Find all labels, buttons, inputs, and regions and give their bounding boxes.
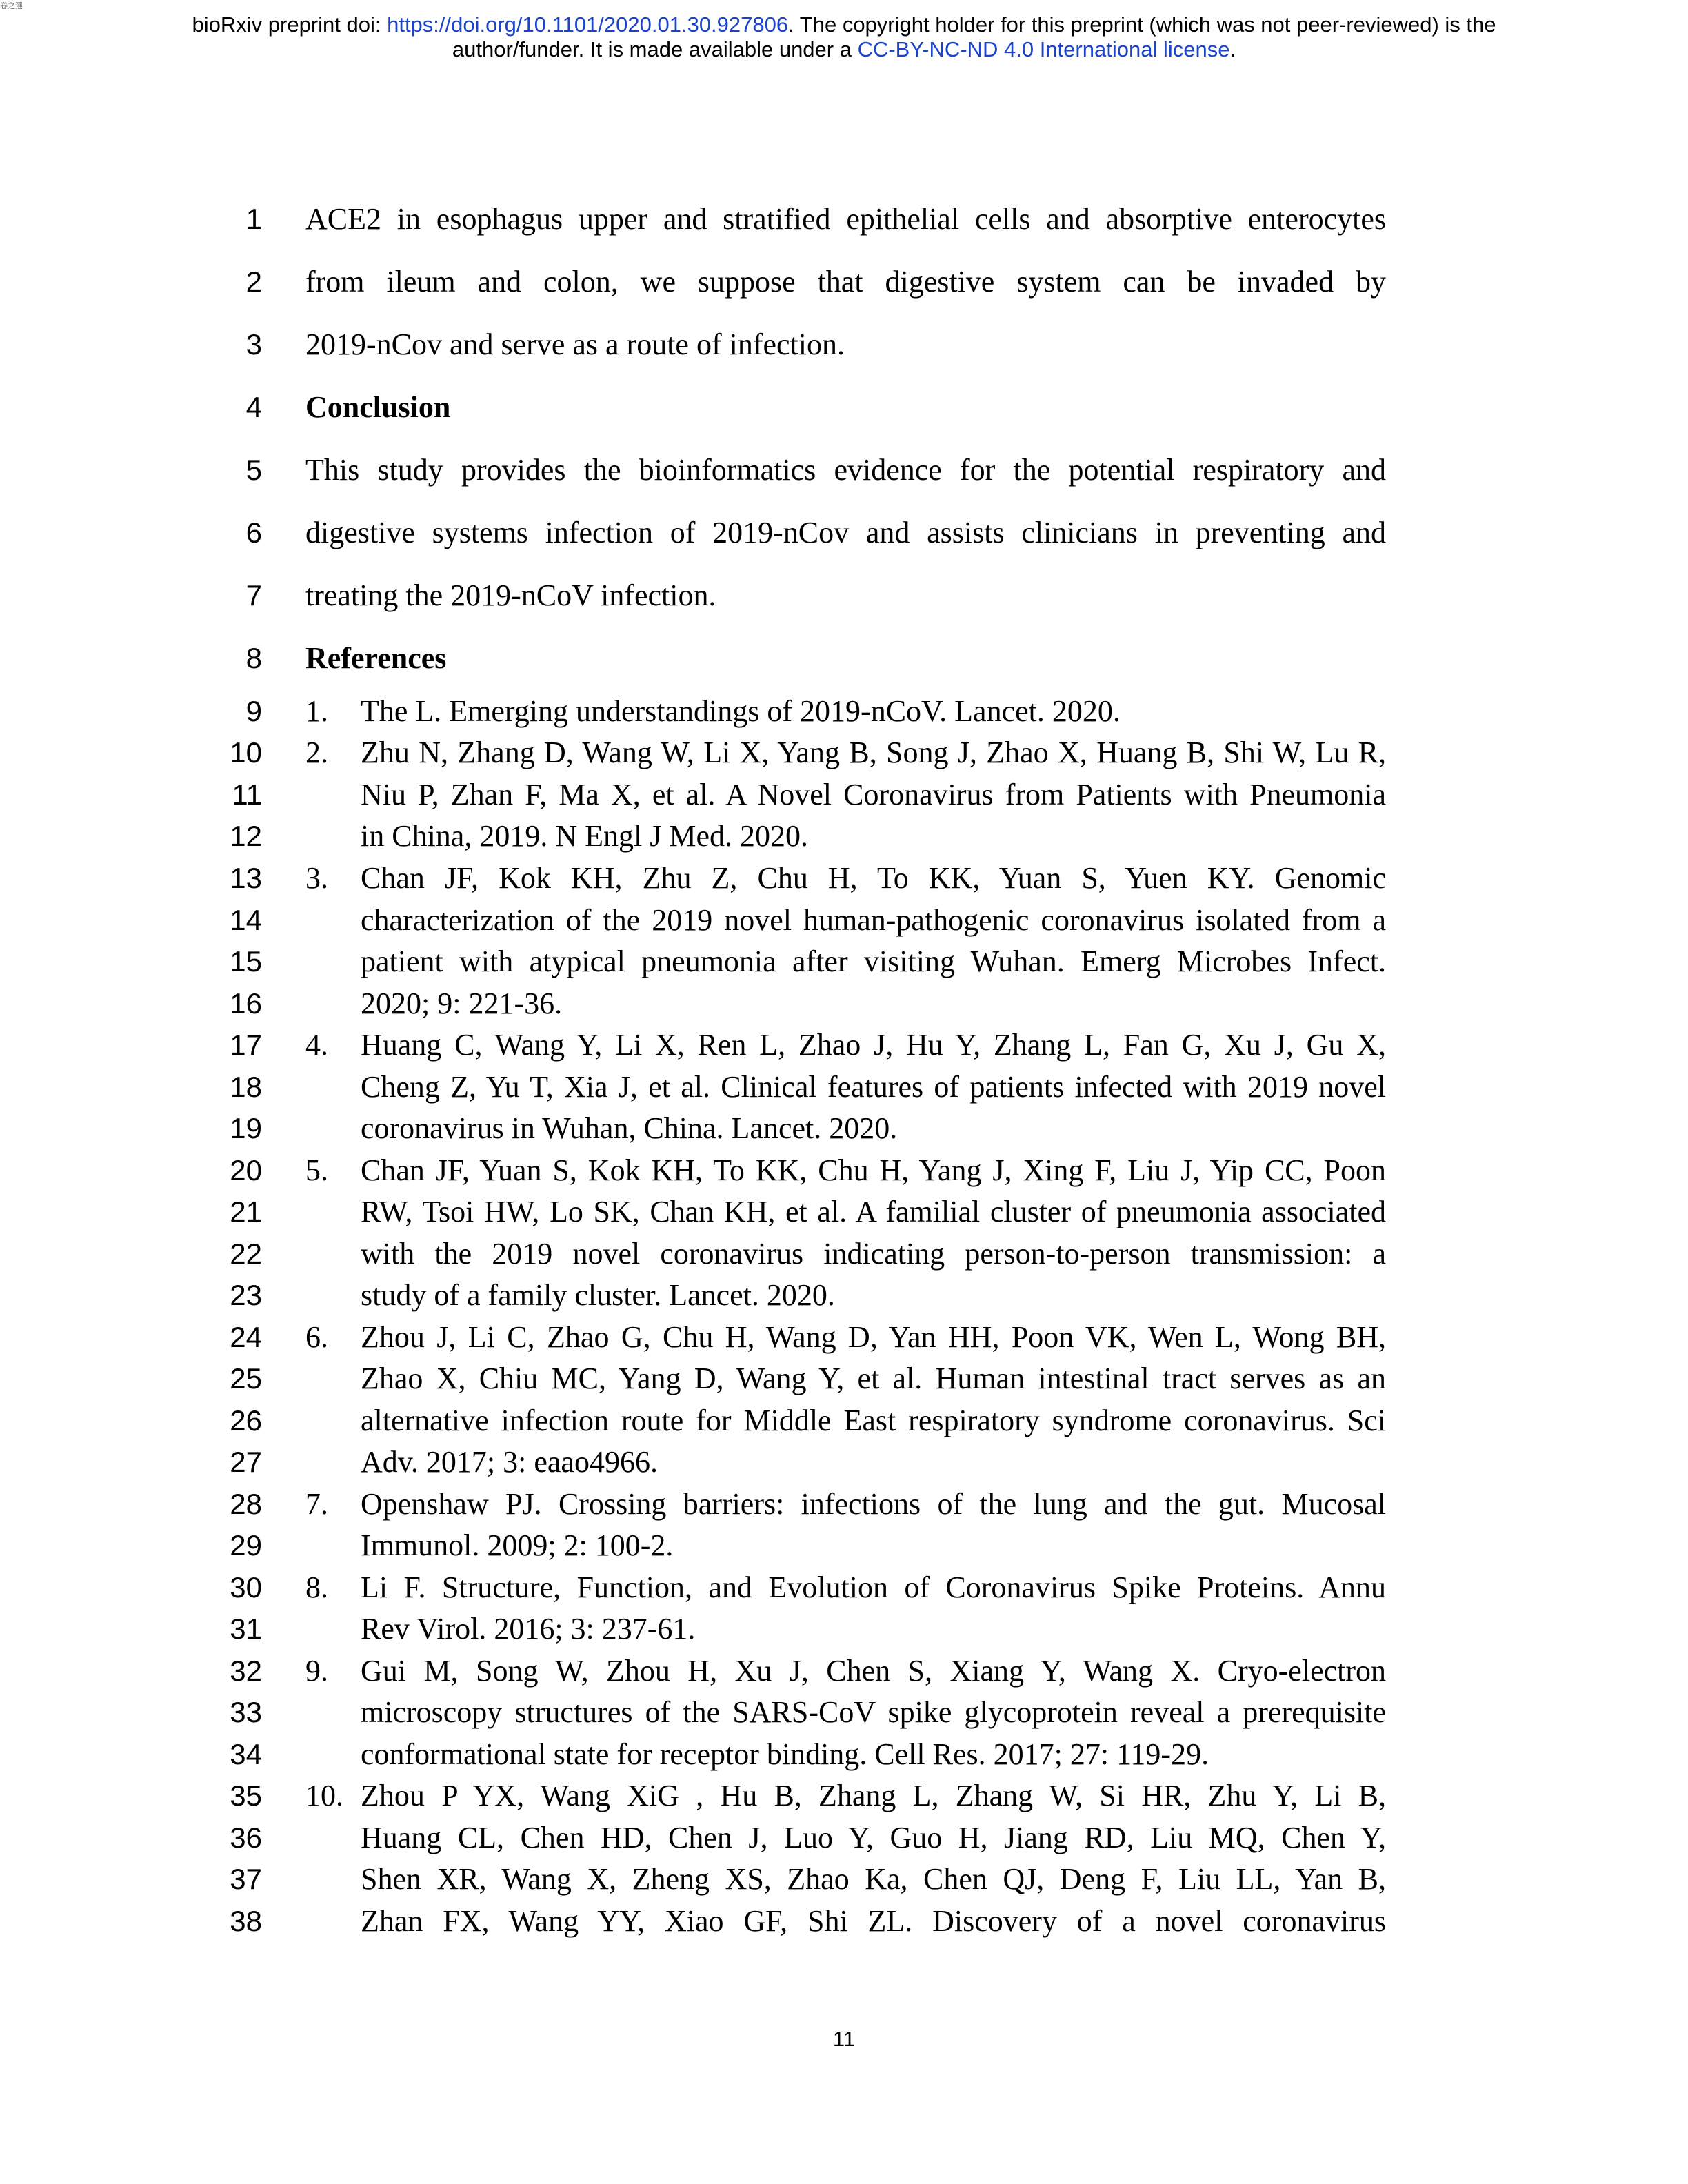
text-line — [0, 449, 1688, 491]
reference-text: Zhou P YX, Wang XiG , Hu B, Zhang L, Zhang W, Si HR, Zhu Y, Li B, — [361, 1779, 1386, 1812]
reference-text: coronavirus in Wuhan, China. Lancet. 2020. — [361, 1111, 898, 1145]
line-number: 18 — [230, 1071, 262, 1103]
reference-text: Li F. Structure, Function, and Evolution of Coronavirus Spike Proteins. Annu — [361, 1570, 1386, 1604]
reference-text: Immunol. 2009; 2: 100-2. — [361, 1528, 674, 1562]
license-suffix: . — [1229, 37, 1236, 61]
paragraph-text: treating the 2019-nCoV infection. — [305, 578, 716, 612]
reference-number: 8. — [305, 1570, 328, 1604]
license-link[interactable]: CC-BY-NC-ND 4.0 International license — [857, 37, 1230, 61]
line-number: 5 — [245, 454, 262, 486]
reference-text: Zhao X, Chiu MC, Yang D, Wang Y, et al. Human intestinal tract serves as an — [361, 1362, 1386, 1395]
reference-number: 5. — [305, 1153, 328, 1187]
line-number: 4 — [245, 391, 262, 423]
line-number: 2 — [245, 265, 262, 298]
header-line-1 — [0, 12, 1688, 37]
line-number: 26 — [230, 1404, 262, 1437]
line-number: 34 — [230, 1738, 262, 1770]
line-number: 32 — [230, 1655, 262, 1687]
line-number: 36 — [230, 1821, 262, 1854]
line-number: 8 — [245, 642, 262, 674]
reference-line — [0, 1650, 1688, 1692]
reference-text: Niu P, Zhan F, Ma X, et al. A Novel Coronavirus from Patients with Pneumonia — [361, 778, 1386, 811]
reference-line — [0, 1608, 1688, 1650]
text-line — [0, 324, 1688, 365]
page-number: 11 — [832, 2027, 856, 2051]
reference-line — [0, 1442, 1688, 1483]
line-number: 7 — [245, 579, 262, 611]
line-number: 22 — [230, 1237, 262, 1270]
line-number: 1 — [245, 203, 262, 235]
text-line — [0, 512, 1688, 554]
reference-line — [0, 1567, 1688, 1608]
text-line — [0, 638, 1688, 679]
reference-number: 7. — [305, 1487, 328, 1521]
reference-line — [0, 1817, 1688, 1859]
reference-number: 1. — [305, 694, 328, 728]
line-number: 14 — [230, 904, 262, 936]
header-prefix: bioRxiv preprint doi: — [192, 12, 388, 37]
text-line — [0, 261, 1688, 303]
reference-number: 9. — [305, 1654, 328, 1688]
reference-line — [0, 1024, 1688, 1066]
text-line — [0, 199, 1688, 240]
reference-text: Huang C, Wang Y, Li X, Ren L, Zhao J, Hu Y, Zhang L, Fan G, Xu J, Gu X, — [361, 1028, 1386, 1062]
reference-line — [0, 1859, 1688, 1900]
line-number: 25 — [230, 1362, 262, 1395]
line-number: 33 — [230, 1696, 262, 1728]
section-heading-references: References — [305, 641, 447, 675]
reference-text: in China, 2019. N Engl J Med. 2020. — [361, 819, 808, 853]
line-number: 11 — [232, 778, 262, 811]
line-number: 9 — [245, 695, 262, 727]
reference-line — [0, 1692, 1688, 1733]
reference-text: 2020; 9: 221-36. — [361, 987, 563, 1020]
reference-number: 3. — [305, 861, 328, 895]
header-line-2 — [0, 37, 1688, 62]
reference-line — [0, 1525, 1688, 1566]
reference-text: Cheng Z, Yu T, Xia J, et al. Clinical features of patients infected with 2019 novel — [361, 1070, 1386, 1104]
line-number: 16 — [230, 987, 262, 1020]
reference-line — [0, 941, 1688, 982]
reference-text: Chan JF, Kok KH, Zhu Z, Chu H, To KK, Yuan S, Yuen KY. Genomic — [361, 861, 1386, 895]
reference-text: RW, Tsoi HW, Lo SK, Chan KH, et al. A familial cluster of pneumonia associated — [361, 1195, 1386, 1228]
license-prefix: author/funder. It is made available under a — [452, 37, 858, 61]
paragraph-text: 2019-nCov and serve as a route of infection. — [305, 327, 845, 361]
reference-text: Openshaw PJ. Crossing barriers: infections of the lung and the gut. Mucosal — [361, 1487, 1386, 1521]
line-number: 24 — [230, 1321, 262, 1353]
reference-line — [0, 1400, 1688, 1442]
reference-line — [0, 1108, 1688, 1149]
line-number: 35 — [230, 1779, 262, 1812]
reference-line — [0, 1275, 1688, 1316]
reference-line — [0, 1317, 1688, 1358]
reference-line — [0, 1775, 1688, 1817]
reference-text: Chan JF, Yuan S, Kok KH, To KK, Chu H, Yang J, Xing F, Liu J, Yip CC, Poon — [361, 1153, 1386, 1187]
reference-line — [0, 1358, 1688, 1399]
reference-line — [0, 900, 1688, 941]
reference-text: Zhu N, Zhang D, Wang W, Li X, Yang B, Song J, Zhao X, Huang B, Shi W, Lu R, — [361, 736, 1386, 769]
reference-line — [0, 816, 1688, 857]
reference-line — [0, 1066, 1688, 1108]
reference-text: Huang CL, Chen HD, Chen J, Luo Y, Guo H, Jiang RD, Liu MQ, Chen Y, — [361, 1821, 1386, 1854]
line-number: 29 — [230, 1529, 262, 1561]
line-number: 6 — [245, 516, 262, 549]
reference-text: alternative infection route for Middle East respiratory syndrome coronavirus. Sci — [361, 1404, 1386, 1437]
reference-line — [0, 1150, 1688, 1191]
paragraph-text: This study provides the bioinformatics evidence for the potential respiratory and — [305, 453, 1386, 487]
corner-watermark: 卷之選 — [0, 1, 23, 10]
line-number: 23 — [230, 1279, 262, 1311]
reference-number: 2. — [305, 736, 328, 769]
reference-line — [0, 1191, 1688, 1233]
reference-line — [0, 1901, 1688, 1942]
line-number: 3 — [245, 328, 262, 361]
reference-text: patient with atypical pneumonia after visiting Wuhan. Emerg Microbes Infect. — [361, 944, 1386, 978]
paragraph-text: ACE2 in esophagus upper and stratified epithelial cells and absorptive enterocytes — [305, 202, 1386, 236]
reference-text: Adv. 2017; 3: eaao4966. — [361, 1445, 658, 1479]
reference-line — [0, 983, 1688, 1024]
line-number: 10 — [230, 736, 262, 769]
text-line — [0, 387, 1688, 428]
line-number: 12 — [230, 820, 262, 852]
line-number: 17 — [230, 1029, 262, 1061]
line-number: 13 — [230, 862, 262, 894]
reference-text: Shen XR, Wang X, Zheng XS, Zhao Ka, Chen QJ, Deng F, Liu LL, Yan B, — [361, 1862, 1386, 1896]
reference-text: Rev Virol. 2016; 3: 237-61. — [361, 1612, 696, 1646]
reference-line — [0, 732, 1688, 774]
text-line — [0, 575, 1688, 616]
reference-text: study of a family cluster. Lancet. 2020. — [361, 1278, 835, 1312]
preprint-header — [0, 12, 1688, 62]
reference-text: conformational state for receptor binding. Cell Res. 2017; 27: 119-29. — [361, 1737, 1209, 1771]
line-number: 28 — [230, 1488, 262, 1520]
reference-text: characterization of the 2019 novel human-pathogenic coronavirus isolated from a — [361, 903, 1386, 937]
reference-line — [0, 691, 1688, 732]
doi-link[interactable]: https://doi.org/10.1101/2020.01.30.927806 — [387, 12, 789, 37]
reference-line — [0, 858, 1688, 899]
reference-line — [0, 774, 1688, 816]
reference-text: Gui M, Song W, Zhou H, Xu J, Chen S, Xiang Y, Wang X. Cryo-electron — [361, 1654, 1386, 1688]
line-number: 21 — [230, 1195, 262, 1228]
line-number: 37 — [230, 1863, 262, 1895]
line-number: 31 — [230, 1612, 262, 1645]
line-number: 38 — [230, 1905, 262, 1937]
reference-line — [0, 1233, 1688, 1275]
line-number: 15 — [230, 945, 262, 978]
reference-number: 6. — [305, 1320, 328, 1354]
line-number: 30 — [230, 1571, 262, 1604]
reference-text: Zhan FX, Wang YY, Xiao GF, Shi ZL. Discovery of a novel coronavirus — [361, 1904, 1386, 1938]
reference-text: Zhou J, Li C, Zhao G, Chu H, Wang D, Yan HH, Poon VK, Wen L, Wong BH, — [361, 1320, 1386, 1354]
reference-text: microscopy structures of the SARS-CoV spike glycoprotein reveal a prerequisite — [361, 1695, 1386, 1729]
reference-number: 10. — [305, 1779, 343, 1812]
header-suffix: . The copyright holder for this preprint (which was not peer-reviewed) is the — [788, 12, 1496, 37]
reference-text: with the 2019 novel coronavirus indicating person-to-person transmission: a — [361, 1237, 1386, 1271]
line-number: 19 — [230, 1112, 262, 1144]
section-heading-conclusion: Conclusion — [305, 390, 451, 424]
paragraph-text: digestive systems infection of 2019-nCov and assists clinicians in preventing and — [305, 516, 1386, 549]
reference-text: The L. Emerging understandings of 2019-nCoV. Lancet. 2020. — [361, 694, 1121, 728]
reference-line — [0, 1734, 1688, 1775]
line-number: 27 — [230, 1446, 262, 1478]
line-number: 20 — [230, 1154, 262, 1186]
reference-line — [0, 1484, 1688, 1525]
reference-number: 4. — [305, 1028, 328, 1062]
paragraph-text: from ileum and colon, we suppose that digestive system can be invaded by — [305, 265, 1386, 299]
